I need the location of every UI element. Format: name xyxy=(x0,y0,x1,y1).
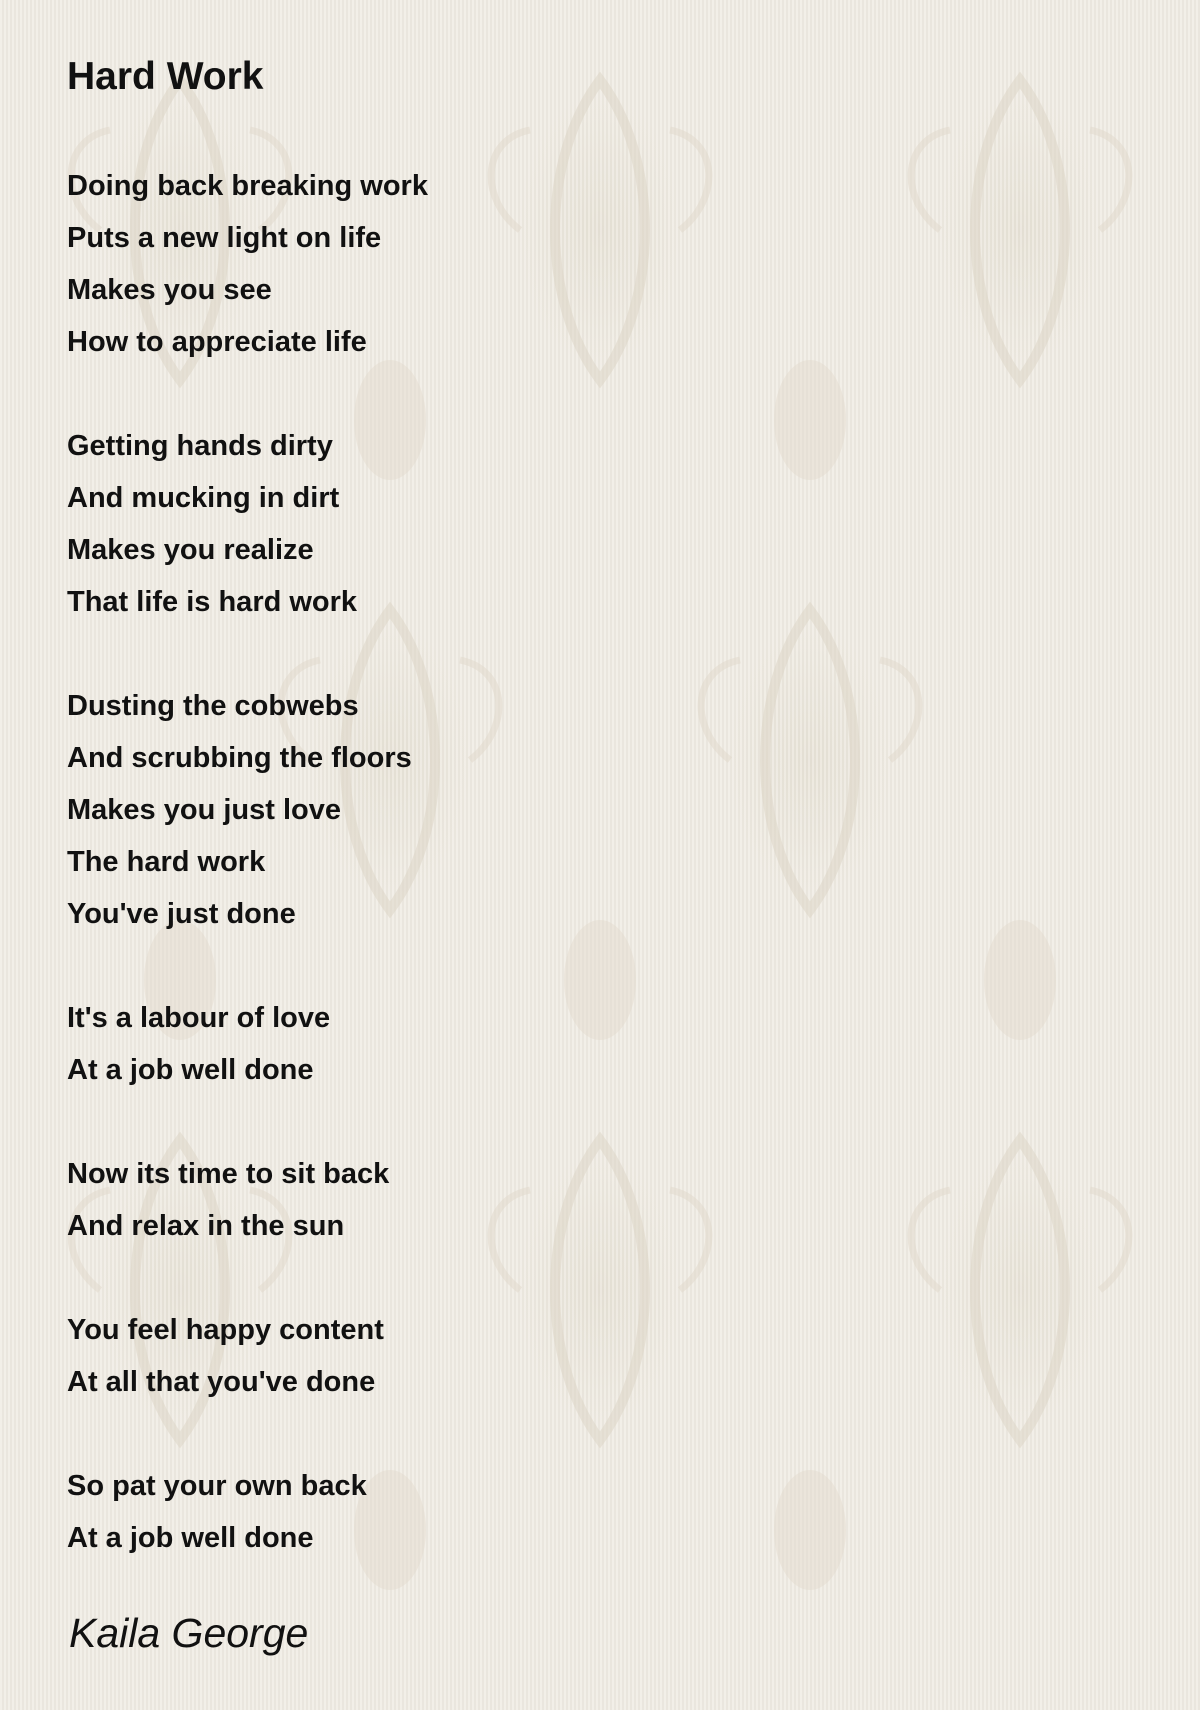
poem-container xyxy=(67,50,1067,1616)
poem-line: You've just done xyxy=(67,898,296,930)
poem-line: Makes you see xyxy=(67,274,272,306)
poem-line: Getting hands dirty xyxy=(67,430,333,462)
stanza-7 xyxy=(67,1460,1067,1564)
poem-line: At all that you've done xyxy=(67,1366,376,1398)
poem-line: That life is hard work xyxy=(67,586,358,618)
poem-line: At a job well done xyxy=(67,1054,314,1086)
stanza-5 xyxy=(67,1148,1067,1252)
poem-line: The hard work xyxy=(67,846,266,878)
poem-line: And relax in the sun xyxy=(67,1210,345,1242)
stanza-4 xyxy=(67,992,1067,1096)
poem-line: Makes you realize xyxy=(67,534,314,566)
stanza-6 xyxy=(67,1304,1067,1408)
poem-title: Hard Work xyxy=(67,55,264,98)
poem-line: It's a labour of love xyxy=(67,1002,331,1034)
poem-author: Kaila George xyxy=(69,1610,309,1656)
poem-line: And mucking in dirt xyxy=(67,482,340,514)
stanza-1 xyxy=(67,160,1067,368)
poem-line: How to appreciate life xyxy=(67,326,367,358)
poem-line: So pat your own back xyxy=(67,1470,367,1502)
stanza-2 xyxy=(67,420,1067,628)
poem-line: And scrubbing the floors xyxy=(67,742,412,774)
poem-line: At a job well done xyxy=(67,1522,314,1554)
poem-line: Dusting the cobwebs xyxy=(67,690,359,722)
poem-body xyxy=(67,160,1067,1564)
poem-line: Now its time to sit back xyxy=(67,1158,390,1190)
poem-line: Doing back breaking work xyxy=(67,170,428,202)
stanza-3 xyxy=(67,680,1067,940)
poem-line: Makes you just love xyxy=(67,794,341,826)
poem-line: You feel happy content xyxy=(67,1314,384,1346)
poem-line: Puts a new light on life xyxy=(67,222,382,254)
